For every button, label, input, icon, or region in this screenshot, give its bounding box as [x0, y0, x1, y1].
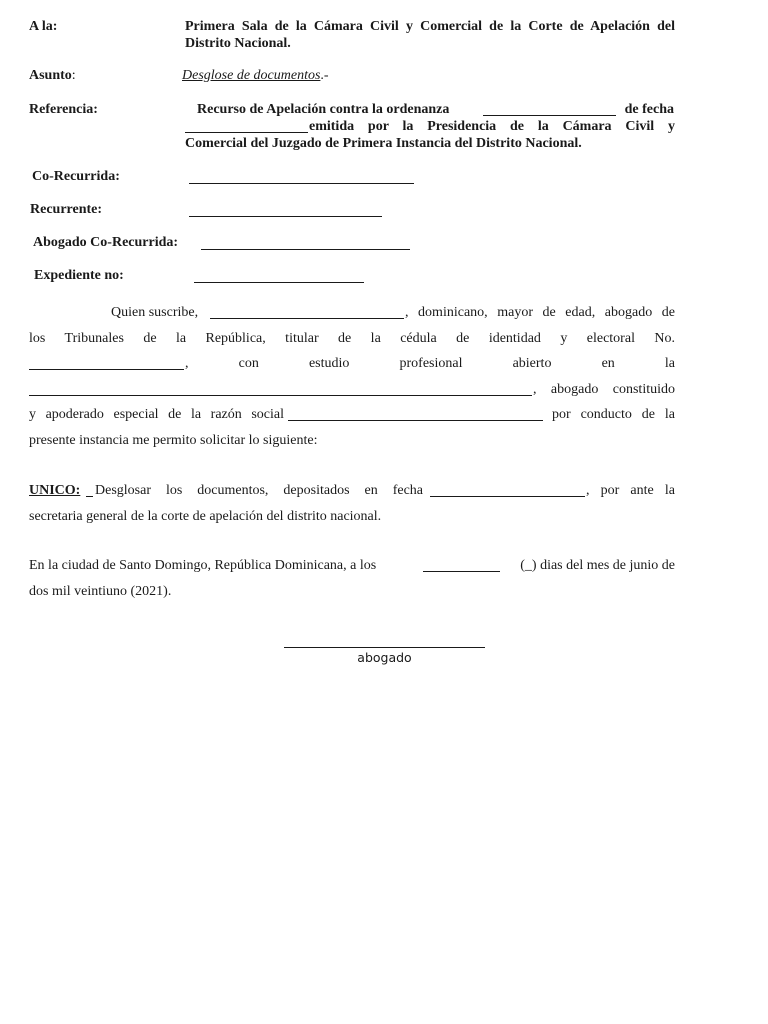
p1-line1	[29, 300, 675, 326]
unico-fecha-blank[interactable]	[430, 484, 585, 497]
p1-l5-b: por conducto de la	[552, 407, 675, 422]
abogado-co-recurrida-label: Abogado Co-Recurrida:	[33, 235, 179, 250]
suscribe-blank[interactable]	[210, 306, 404, 319]
expediente-label: Expediente no:	[34, 268, 124, 283]
city-l1-b: (_) dias del mes de junio de	[520, 558, 675, 573]
p1-line4	[29, 377, 675, 403]
co-recurrida-label: Co-Recurrida:	[32, 169, 120, 184]
body-paragraph	[29, 300, 675, 453]
p1-line6: presente instancia me permito solicitar lo siguiente:	[29, 432, 318, 448]
p1-l3-b: , con estudio profesional abierto en la	[185, 356, 675, 371]
expediente-blank[interactable]	[194, 270, 364, 283]
a-la-value	[185, 18, 675, 52]
recurrente-blank[interactable]	[189, 204, 382, 217]
referencia-label: Referencia:	[29, 102, 98, 117]
city-l1-a: En la ciudad de Santo Domingo, República Dominicana, a los	[29, 558, 377, 573]
city-paragraph	[29, 553, 675, 604]
p1-l1-a: Quien suscribe,	[111, 305, 199, 320]
city-line1	[29, 553, 675, 579]
asunto-value-wrap	[182, 68, 329, 84]
p1-l4-b: , abogado constituido	[533, 381, 675, 397]
p1-line3	[29, 351, 675, 377]
asunto-colon: :	[71, 68, 76, 83]
referencia-line2	[185, 118, 675, 135]
asunto-row	[29, 68, 76, 84]
p1-l1-b: , dominicano, mayor de edad, abogado de	[405, 305, 675, 320]
referencia-line1-a: Recurso de Apelación contra la ordenanza	[197, 102, 450, 117]
dias-blank[interactable]	[423, 559, 500, 572]
unico-paragraph	[29, 478, 675, 529]
p1-line2: los Tribunales de la República, titular de la cédula de identidad y electoral No.	[29, 330, 675, 346]
a-la-label: A la:	[29, 19, 58, 34]
signature-line[interactable]	[284, 647, 485, 648]
abogado-co-recurrida-blank[interactable]	[201, 237, 410, 250]
unico-line1	[29, 478, 675, 504]
asunto-suffix: .-	[320, 68, 329, 83]
estudio-blank[interactable]	[29, 383, 532, 396]
fecha-blank[interactable]	[185, 120, 308, 133]
co-recurrida-blank[interactable]	[189, 171, 414, 184]
signature-label: abogado	[357, 650, 412, 665]
a-la-value-line2: Distrito Nacional.	[185, 36, 291, 51]
unico-label: UNICO:	[29, 483, 81, 498]
p1-l5-a: y apoderado especial de la razón social	[29, 407, 284, 422]
referencia-line2-text: emitida por la Presidencia de la Cámara Civil y	[309, 119, 675, 134]
unico-underline-gap	[86, 484, 93, 497]
asunto-label: Asunto	[29, 68, 72, 83]
asunto-value: Desglose de documentos	[182, 68, 321, 83]
unico-text-b: , por ante la	[586, 483, 675, 498]
ordenanza-blank[interactable]	[483, 103, 616, 116]
unico-line2: secretaria general de la corte de apelación del distrito nacional.	[29, 508, 382, 524]
a-la-value-line1: Primera Sala de la Cámara Civil y Comercial de la Corte de Apelación del	[185, 19, 675, 34]
razon-social-blank[interactable]	[288, 408, 543, 421]
unico-text: Desglosar los documentos, depositados en fecha	[95, 483, 423, 498]
referencia-line1	[185, 101, 675, 118]
p1-line5	[29, 402, 675, 428]
referencia-value	[185, 101, 675, 152]
recurrente-label: Recurrente:	[30, 202, 103, 217]
referencia-line3: Comercial del Juzgado de Primera Instancia del Distrito Nacional.	[185, 136, 582, 151]
city-line2: dos mil veintiuno (2021).	[29, 583, 172, 599]
cedula-blank[interactable]	[29, 357, 184, 370]
referencia-line1-b: de fecha	[624, 102, 674, 117]
